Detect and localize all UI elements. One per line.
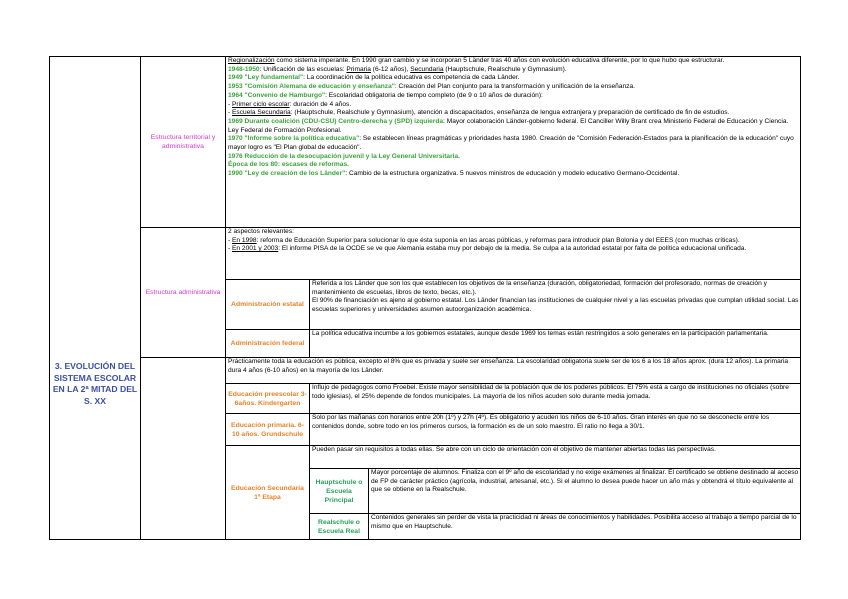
text-line: [228, 83, 799, 92]
text-line: [228, 109, 799, 118]
escolar-intro: Prácticamente toda la educación es pública, excepto el 8% que es privada y suele ser enseñanza. La escolaridad obligatoria suele ser de los 6 a los 18 años aprox. (dura 12 años). La primaria dura 4 años (6-10 años) en la mayoría de los Länder.: [228, 358, 789, 374]
text-run: Primer ciclo escolar: [232, 100, 290, 108]
administracion-federal-content: La política educativa incumbe a los gobiernos estatales, aunque desde 1969 los temas están restringidos a solo generales en la participación parlamentaria.: [312, 330, 769, 337]
text-line: [228, 57, 799, 66]
text-line: [228, 245, 799, 254]
text-run: 1948-1950: [228, 65, 260, 73]
text-run: En 1998: [232, 236, 257, 244]
text-run: : El informe PISA de la OCDE se ve que Alemania estaba muy por debajo de la media. Se culpa a la autoridad estatal por falta de política educacional unificada.: [278, 245, 747, 253]
text-line: [228, 170, 799, 179]
administracion-estatal-content: [310, 279, 801, 329]
administrativa-intro: [226, 227, 801, 279]
text-line: Referida a los Länder que son los que establecen los objetivos de la enseñanza (duración, obligatoriedad, formación del profesorado, normas de creación y mantenimiento de escuelas, libros de texto, becas, etc.).: [312, 280, 767, 296]
text-run: Época de los 80: escases de reformas.: [228, 161, 349, 169]
text-run: -: [228, 109, 233, 117]
text-run: 1969 Durante coalición (CDU-CSU) Centro-derecha y (SPD) izquierda: [228, 117, 444, 125]
territorial-content: [226, 56, 801, 227]
primaria-content: Solo por las mañanas con horarios entre 20h (1º) y 27h (4º). Es obligatorio y acuden los niños de 6-10 años. Gran interés en que no se desconecte entre los contenidos donde, sobre todo en los primeros cursos, la formación es de un solo maestro. El ratio no llega a 30/1.: [312, 414, 770, 430]
text-line: [228, 92, 799, 101]
text-line: [228, 101, 799, 110]
text-run: Secundaria: [410, 65, 444, 73]
text-run: 1970 "Informe sobre la política educativa": [228, 135, 360, 143]
label-administracion-estatal: Administración estatal: [231, 301, 304, 308]
text-run: : (Hauptschule, Realschule y Gymnasium), atención a discapacitados, enseñanza de lengua extranjera y preparación de certificado de fin de estudios.: [290, 109, 730, 117]
text-run: : Unificación de las escuelas:: [259, 65, 347, 73]
category-territorial: Estructura territorial y administrativa: [150, 134, 216, 150]
text-line: [228, 135, 799, 152]
text-run: : Se establecen líneas pragmáticas y prioridades hasta 1980. Creación de "Comisión Federación-Estados para la planificación de la educación" cuyo mayor logro es "El Plan global de educación".: [228, 135, 794, 152]
text-line: [228, 237, 799, 246]
text-run: Regionalización: [228, 57, 275, 64]
preescolar-content: Influjo de pedagogos como Froebel. Existe mayor sensibilidad de la población que de los poderes públicos. El 75% está a cargo de instituciones no oficiales (sobre todo iglesias), el 25% depende de fondos municipales. La mayoría de los niños acuden solo durante media jornada.: [312, 384, 789, 400]
label-administracion-federal: Administración federal: [230, 340, 305, 347]
text-line: [228, 228, 799, 237]
text-line: El 90% de financiación es ajeno al gobierno estatal. Los Länder financian las instituciones de cualquier nivel y a las escuelas privadas que cumplan utilidad social. Las escuelas superiores y universidades asumen autoorganización académica.: [312, 297, 799, 314]
text-run: 2 aspectos relevantes:: [228, 228, 294, 235]
secundaria-intro: Pueden pasar sin requisitos a todas ellas. Se abre con un ciclo de orientación con el objetivo de mantener abiertas todas las perspectivas.: [312, 446, 716, 453]
text-run: : Cambio de la estructura organizativa. 5 nuevos ministros de educación y modelo educativo Germano-Occidental.: [345, 170, 680, 178]
label-primaria: Educación primaria. 6-10 años. Grundschule: [231, 421, 304, 438]
label-preescolar: Educación preescolar 3-6años. Kindergarten: [228, 390, 307, 407]
text-run: : duración de 4 años.: [289, 100, 352, 108]
text-run: : reforma de Educación Superior para solucionar lo que ésta suponía en las arcas públicas, y reformas para introducir plan Bolonia y del EEES (con muchas críticas).: [256, 236, 740, 244]
text-run: 1953 "Comisión Alemana de educación y enseñanza": [228, 83, 395, 91]
text-run: : Mayor colaboración Länder-gobierno federal. El Canciller Willy Brant crea Ministerio Federal de Educación y Ciencia. Ley Federal de Formación Profesional.: [228, 117, 789, 134]
text-line: [228, 118, 799, 135]
text-run: : La coordinación de la política educativa es competencia de cada Länder.: [303, 74, 520, 82]
text-run: 1949 "Ley fundamental": [228, 74, 304, 82]
text-run: 1964 "Convenio de Hamburgo": [228, 91, 326, 99]
label-secundaria: Educación Secundaria 1ª Etapa: [231, 485, 304, 501]
text-run: : Escolaridad obligatoria de tiempo completo (de 9 o 10 años de duración):: [325, 91, 543, 99]
text-run: -: [228, 100, 233, 108]
category-administrativa: Estructura administrativa: [145, 289, 221, 296]
text-line: [228, 74, 799, 83]
text-line: [228, 161, 799, 170]
text-run: : Creación del Plan conjunto para la transformación y unificación de la enseñanza.: [394, 83, 635, 91]
text-run: Primaria: [346, 65, 371, 73]
section-title: 3. EVOLUCIÓN DEL SISTEMA ESCOLAR EN LA 2ª MITAD DEL S. XX: [52, 361, 138, 406]
text-run: En 2001 y 2003: [232, 245, 279, 253]
text-run: (6-12 años),: [370, 65, 411, 73]
text-run: -: [228, 245, 233, 253]
realschule-content: Contenidos generales sin perder de vista la practicidad ni áreas de conocimientos y habilidades. Posibilita acceso al trabajo a tiempo parcial de lo mismo que en Hauptschule.: [371, 514, 797, 530]
text-run: (Hauptschule, Realschule y Gymnasium).: [443, 65, 567, 73]
text-run: Escuela Secundaria: [232, 109, 291, 117]
label-realschule: Realschule o Escuela Real: [318, 519, 360, 535]
hauptschule-content: Mayor porcentaje de alumnos. Finaliza con el 9º año de escolaridad y no exige exámenes al finalizar. El certificado se obtiene destinado al acceso de FP de carácter práctico (agrícola, industrial, artesanal, etc.). Si el alumno lo desea puede hacer un año más y obtendrá el título equivalente al que se obtiene en la Realschule.: [371, 469, 799, 494]
text-run: 1990 "Ley de creación de los Länder": [228, 170, 346, 178]
text-run: 1976 Reducción de la desocupación juvenil y la Ley General Universitaria.: [228, 152, 460, 160]
text-run: como sistema imperante. En 1990 gran cambio y se incorporan 5 Länder tras 40 años con evolución educativa diferente, por lo que hubo que estructurar.: [274, 57, 725, 64]
text-line: [228, 66, 799, 75]
text-run: -: [228, 236, 233, 244]
label-hauptschule: Hauptschule o Escuela Principal: [315, 478, 363, 504]
